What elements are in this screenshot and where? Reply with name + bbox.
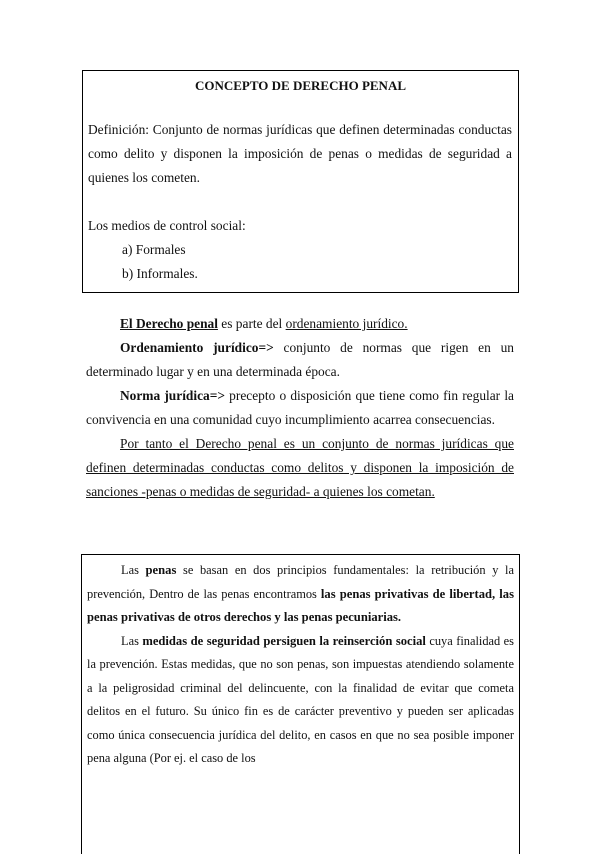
paragraph-1-middle: es parte del (217, 316, 286, 331)
derecho-penal-term: El Derecho penal (120, 316, 218, 331)
medidas-text-c: cuya finalidad es la prevención. Estas medidas, que no son penas, son impuestas atendiendo solamente a la peligrosidad criminal del delincuente, con la finalidad de evitar que cometa delitos en el futuro. Su único fin es de carácter preventivo y pueden ser aplicadas como única consecuencia jurídica del delito, en casos en que no sea posible imponer pena alguna (Por ej. el caso de los (87, 633, 514, 765)
main-body (86, 312, 514, 504)
paragraph-medidas (87, 630, 514, 771)
concept-box (82, 70, 519, 293)
definition-text: Definición: Conjunto de normas jurídicas que definen determinadas conductas como delito y disponen la imposición de penas o medidas de seguridad a quienes los cometen. (88, 122, 512, 185)
paragraph-conclusion: Por tanto el Derecho penal es un conjunto de normas jurídicas que definen determinadas conductas como delitos y disponen la imposición de sanciones -penas o medidas de seguridad- a quienes los cometan. (86, 436, 514, 499)
concept-title: CONCEPTO DE DERECHO PENAL (194, 78, 407, 93)
ordenamiento-link: ordenamiento jurídico. (285, 316, 408, 331)
penas-types: las penas privativas de libertad, las penas privativas de otros derechos y las penas pecuniarias. (87, 586, 514, 624)
medios-item-informales: b) Informales. (122, 266, 198, 281)
paragraph-norma (86, 384, 514, 432)
paragraph-penas (87, 559, 514, 630)
penas-box (81, 554, 520, 854)
medidas-term: medidas de seguridad persiguen la reinserción social (142, 633, 426, 648)
paragraph-ordenamiento (86, 336, 514, 384)
norma-definition: precepto o disposición que tiene como fin regular la convivencia en una comunidad cuyo incumplimiento acarrea consecuencias. (86, 388, 514, 427)
medios-item-formales: a) Formales (122, 242, 186, 257)
ordenamiento-definition: conjunto de normas que rigen en un determinado lugar y en una determinada época. (86, 340, 514, 379)
penas-text-a: Las (121, 563, 146, 577)
medios-label: Los medios de control social: (88, 218, 246, 233)
medidas-text-a: Las (121, 633, 143, 648)
penas-term: penas (145, 563, 177, 577)
ordenamiento-term: Ordenamiento jurídico=> (120, 340, 274, 355)
paragraph-derecho-penal (86, 312, 514, 336)
norma-term: Norma jurídica=> (120, 388, 225, 403)
penas-text-c: se basan en dos principios fundamentales: la retribución y la prevención, Dentro de las penas encontramos (87, 563, 514, 601)
